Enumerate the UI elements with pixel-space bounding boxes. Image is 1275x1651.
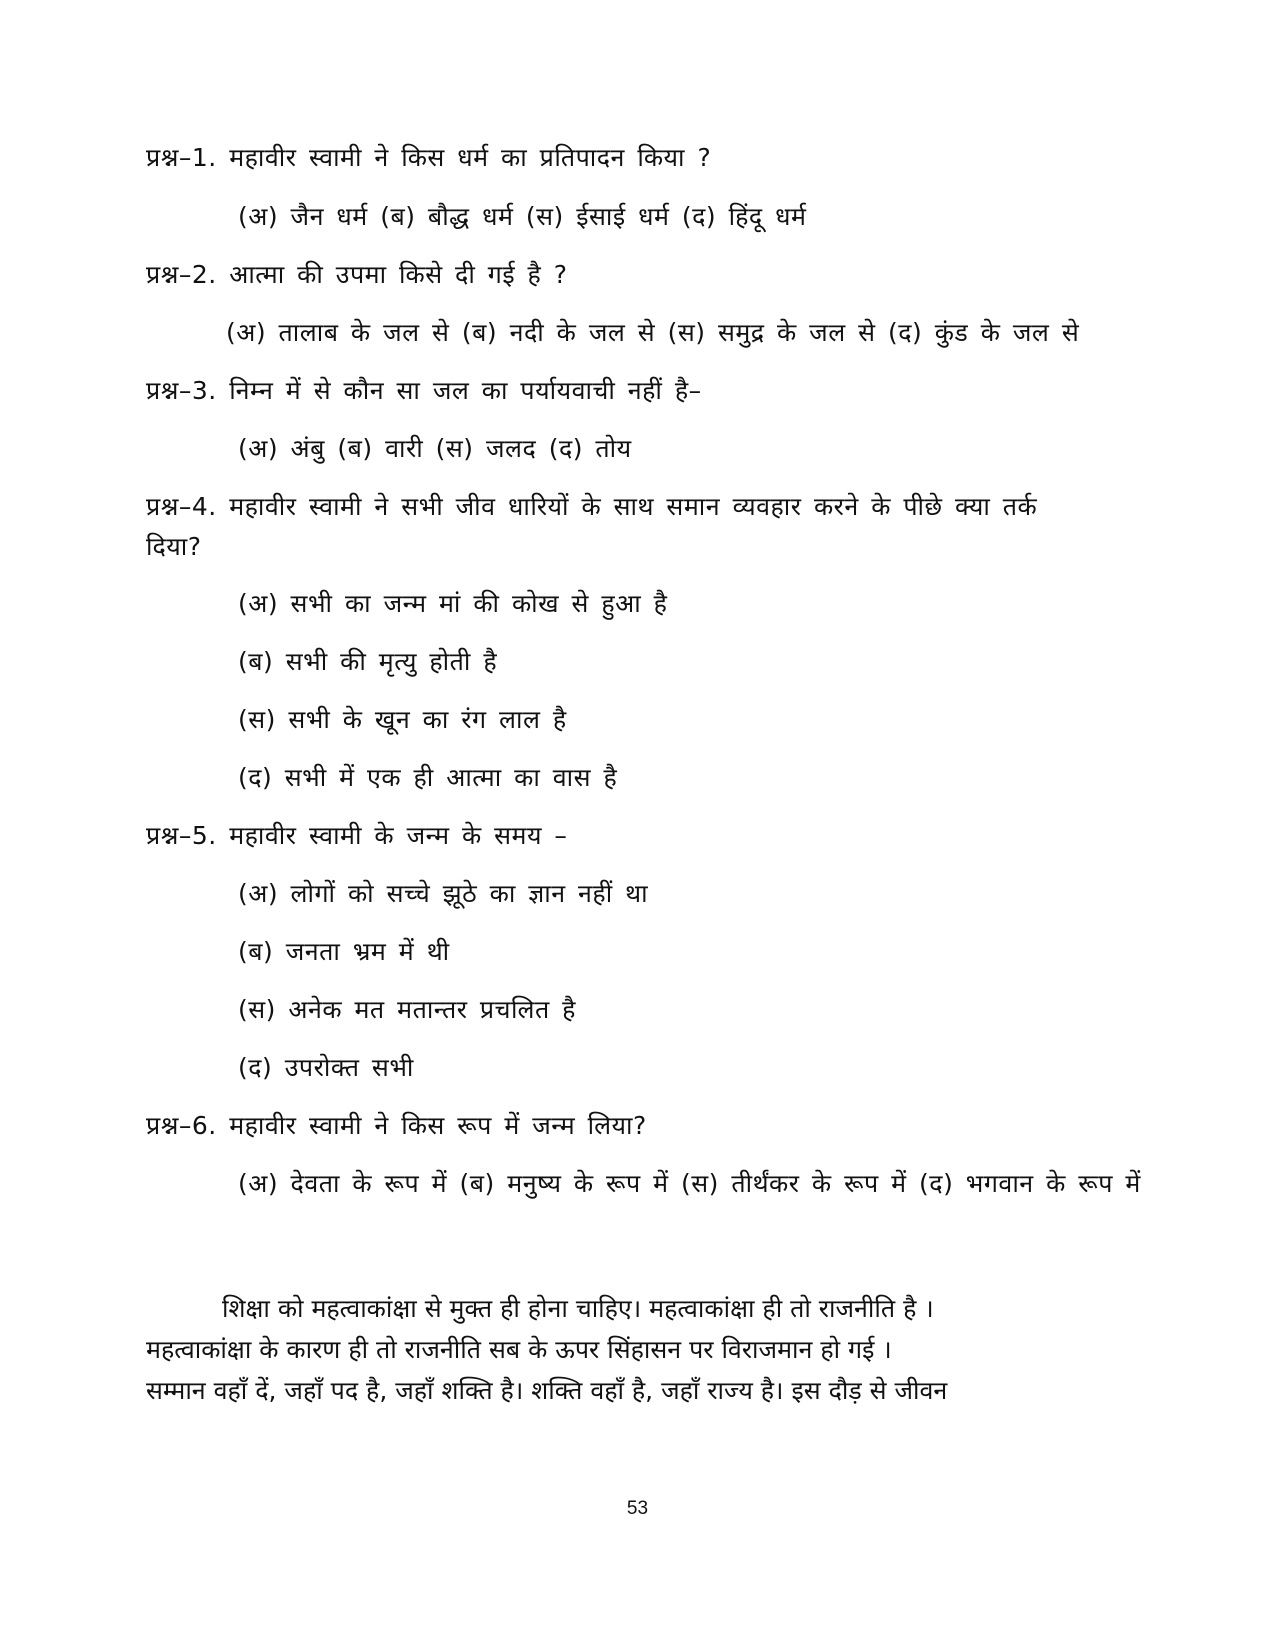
paragraph-line-3: सम्मान वहाँ दें, जहाँ पद है, जहाँ शक्ति है। शक्ति वहाँ है, जहाँ राज्य है। इस दौड़ से जीवन [146,1376,948,1405]
question-5-text: प्रश्न–5. महावीर स्वामी के जन्म के समय – [146,821,568,850]
question-5-option-a: (अ) लोगों को सच्चे झूठे का ज्ञान नहीं था [238,879,649,908]
page-number: 53 [626,1498,649,1519]
question-2-text: प्रश्न–2. आत्मा की उपमा किसे दी गई है ? [146,260,568,289]
paragraph [146,1288,1106,1411]
question-5-option-d: (द) उपरोक्त सभी [238,1053,414,1082]
question-5-option-b: (ब) जनता भ्रम में थी [238,937,450,966]
question-4-option-b: (ब) सभी की मृत्यु होती है [238,647,498,676]
question-3-text: प्रश्न–3. निम्न में से कौन सा जल का पर्यायवाची नहीं है– [146,376,702,405]
question-4-option-a: (अ) सभी का जन्म मां की कोख से हुआ है [238,589,668,618]
question-4-text-line1: प्रश्न–4. महावीर स्वामी ने सभी जीव धारियों के साथ समान व्यवहार करने के पीछे क्या तर्क [146,492,1038,521]
question-6-text: प्रश्न–6. महावीर स्वामी ने किस रूप में जन्म लिया? [146,1111,647,1140]
paragraph-line-1: शिक्षा को महत्वाकांक्षा से मुक्त ही होना चाहिए। महत्वाकांक्षा ही तो राजनीति है । [222,1294,934,1323]
question-1-text: प्रश्न–1. महावीर स्वामी ने किस धर्म का प्रतिपादन किया ? [146,143,712,172]
question-4-option-d: (द) सभी में एक ही आत्मा का वास है [238,763,618,792]
question-6-options: (अ) देवता के रूप में (ब) मनुष्य के रूप में (स) तीर्थंकर के रूप में (द) भगवान के रूप में [238,1169,1141,1198]
question-5-option-c: (स) अनेक मत मतान्तर प्रचलित है [238,995,576,1024]
question-4-option-c: (स) सभी के खून का रंग लाल है [238,705,567,734]
question-1-options: (अ) जैन धर्म (ब) बौद्ध धर्म (स) ईसाई धर्म (द) हिंदू धर्म [238,202,807,231]
question-3-options: (अ) अंबु (ब) वारी (स) जलद (द) तोय [238,434,632,463]
paragraph-line-2: महत्वाकांक्षा के कारण ही तो राजनीति सब के ऊपर सिंहासन पर विराजमान हो गई । [146,1335,892,1364]
question-4-text-line2: दिया? [146,532,202,561]
question-2-options: (अ) तालाब के जल से (ब) नदी के जल से (स) समुद्र के जल से (द) कुंड के जल से [226,318,1080,347]
